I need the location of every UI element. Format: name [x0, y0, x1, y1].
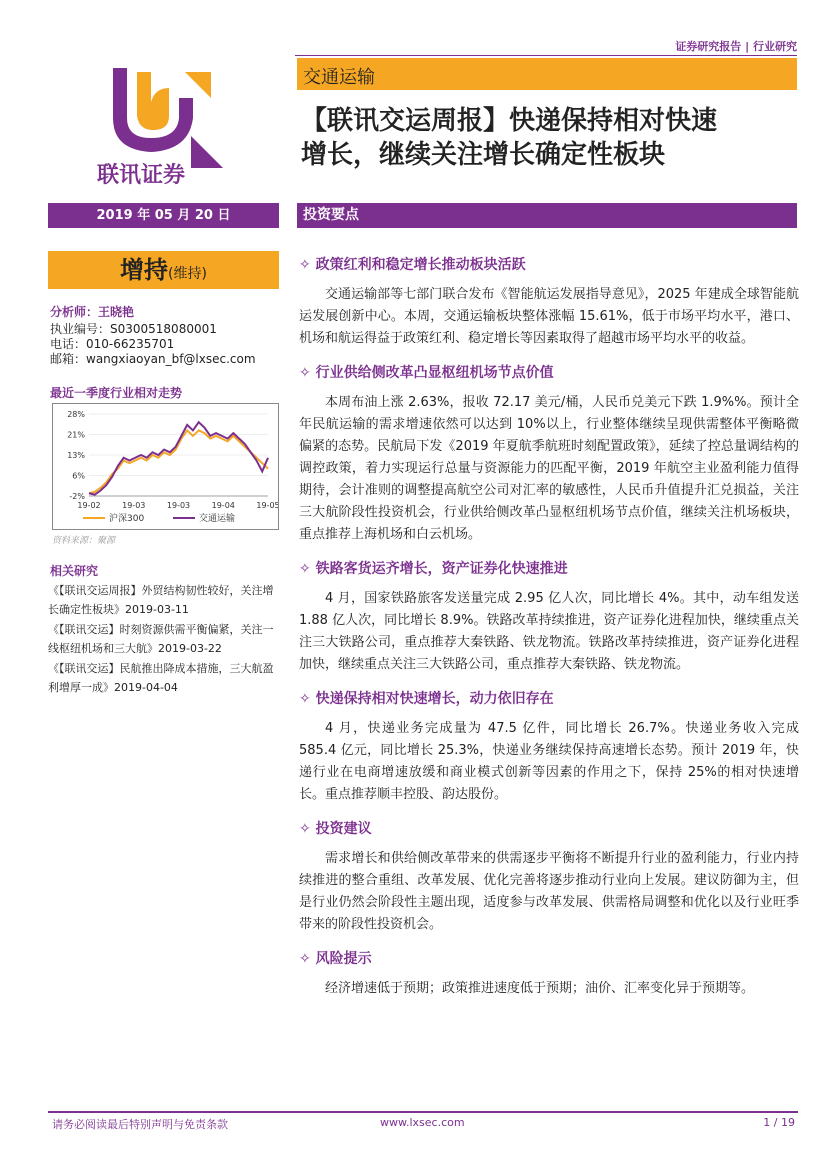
section-text: 经济增速低于预期；政策推进速度低于预期；油价、汇率变化异于预期等。 — [325, 981, 755, 996]
logo-mark-icon — [93, 58, 229, 188]
section-risk — [299, 948, 799, 1000]
y-tick-label: 21% — [67, 430, 85, 440]
section-heading-text: 风险提示 — [315, 951, 372, 967]
section-heading-text: 行业供给侧改革凸显枢纽机场节点价值 — [315, 365, 554, 381]
y-tick-label: 6% — [72, 471, 85, 481]
sector-bar — [297, 58, 797, 90]
company-logo — [93, 58, 229, 188]
analyst-email: 邮箱：wangxiaoyan_bf@lxsec.com — [50, 352, 256, 366]
analyst-info — [50, 305, 256, 367]
section-text: 需求增长和供给侧改革带来的供需逐步平衡将不断提升行业的盈利能力，行业内持续推进的整合重组、改革发展、优化完善将逐步推动行业向上发展。建议防御为主，但是行业仍然会阶段性主题出现，适度参与改革发展、供需格局调整和优化以及行业旺季带来的阶段性投资机会。 — [299, 851, 799, 932]
section-heading-text: 铁路客货运齐增长，资产证券化快速推进 — [315, 561, 568, 577]
analyst-phone: 电话：010-66235701 — [50, 337, 175, 351]
diamond-icon: ✧ — [299, 365, 316, 381]
section-heading-text: 快递保持相对快速增长，动力依旧存在 — [315, 691, 554, 707]
section-advice — [299, 818, 799, 936]
page-title — [301, 104, 801, 172]
section-heading — [299, 558, 799, 578]
sector-label: 交通运输 — [303, 67, 375, 88]
invest-header-label: 投资要点 — [303, 207, 359, 223]
related-item[interactable]: 《【联讯交运】民航推出降成本措施，三大航盈利增厚一成》2019-04-04 — [48, 662, 274, 694]
series-line-1 — [89, 422, 268, 494]
related-title: 相关研究 — [50, 564, 99, 578]
relative-trend-chart — [52, 403, 279, 530]
section-policy — [299, 254, 799, 350]
x-tick-label: 19-02 — [77, 501, 101, 510]
x-tick-label: 19-04 — [211, 501, 235, 510]
invest-highlights-header — [297, 203, 797, 228]
diamond-icon: ✧ — [299, 561, 316, 577]
diamond-icon: ✧ — [299, 951, 316, 967]
y-tick-label: -2% — [69, 492, 85, 501]
rating-badge — [48, 251, 279, 289]
diamond-icon: ✧ — [299, 257, 316, 273]
x-tick-label: 19-03 — [122, 501, 146, 510]
section-text: 交通运输部等七部门联合发布《智能航运发展指导意见》，2025 年建成全球智能航运发展创新中心。本周，交通运输板块整体涨幅 15.61%，低于市场平均水平，港口、机场和航运得益于政策红利、稳定增长等因素取得了超越市场平均水平的收益。 — [299, 287, 799, 346]
title-line-1: 【联讯交运周报】快递保持相对快速 — [301, 106, 718, 136]
logo-text: 联讯证券 — [97, 163, 186, 188]
diamond-icon: ✧ — [299, 691, 316, 707]
section-heading-text: 政策红利和稳定增长推动板块活跃 — [315, 257, 526, 273]
footer-divider — [48, 1111, 798, 1113]
page-number: 1 / 19 — [763, 1116, 795, 1129]
section-heading — [299, 362, 799, 382]
x-tick-label: 19-05 — [256, 501, 278, 510]
section-heading — [299, 948, 799, 968]
chart-svg — [53, 404, 278, 529]
section-text: 本周布油上涨 2.63%，报收 72.17 美元/桶，人民币兑美元下跌 1.9%%。预计全年民航运输的需求增速依然可以达到 10%以上，行业整体继续呈现供需整体平衡略微偏紧的态势。民航局下发《2019 年夏航季航班时刻配置政策》，延续了控总量调结构的调控政策，着力实现运行总量与资源能力的匹配平衡，2019 年航空主业盈利能力值得期待，会计准则的调整提高航空公司对汇率的敏感性，人民币升值提升汇兑损益，关注三大航阶段性投资机会，行业供给侧改革凸显枢纽机场节点价值，继续关注机场板块，重点推荐上海机场和白云机场。 — [299, 395, 799, 542]
chart-source: 资料来源：聚源 — [52, 536, 116, 546]
section-heading — [299, 254, 799, 274]
x-tick-label: 19-03 — [166, 501, 191, 510]
y-tick-label: 13% — [67, 451, 85, 460]
footer-disclaimer[interactable]: 请务必阅读最后特别声明与免责条款 — [52, 1118, 228, 1131]
y-tick-label: 28% — [67, 410, 85, 419]
footer-url[interactable]: www.lxsec.com — [380, 1116, 465, 1129]
section-express — [299, 688, 799, 806]
related-item[interactable]: 《【联讯交运】时刻资源供需平衡偏紧，关注一线枢纽机场和三大航》2019-03-22 — [48, 623, 274, 655]
related-list — [48, 581, 280, 698]
related-item[interactable]: 《【联讯交运周报】外贸结构韧性较好，关注增长确定性板块》2019-03-11 — [48, 584, 274, 616]
title-line-2: 增长，继续关注增长确定性板块 — [301, 140, 666, 170]
chart-section-title: 最近一季度行业相对走势 — [50, 386, 183, 400]
header-divider — [295, 55, 797, 56]
section-heading — [299, 688, 799, 708]
section-railway — [299, 558, 799, 676]
report-date: 2019 年 05 月 20 日 — [48, 203, 279, 228]
section-heading — [299, 818, 799, 838]
main-content — [299, 254, 799, 1000]
legend-label: 沪深300 — [109, 514, 145, 524]
rating-main: 增持 — [120, 256, 169, 284]
report-type-label: 证券研究报告 | 行业研究 — [675, 40, 797, 53]
section-text: 4 月，快递业务完成量为 47.5 亿件，同比增长 26.7%。快递业务收入完成 585.4 亿元，同比增长 25.3%，快递业务继续保持高速增长态势。预计 2019 年，快递行业在电商增速放缓和商业模式创新等因素的作用之下，保持 25%的相对快速增长。重点推荐顺丰控股、韵达股份。 — [299, 721, 799, 802]
section-airport — [299, 362, 799, 546]
rating-sub: (维持) — [168, 266, 207, 282]
section-text: 4 月，国家铁路旅客发送量完成 2.95 亿人次，同比增长 4%。其中，动车组发送 1.88 亿人次，同比增长 8.9%。铁路改革持续推进，资产证券化进程加快，继续重点关注三大铁路公司，重点推荐大秦铁路、铁龙物流。铁路改革持续推进，资产证券化进程加快，继续重点关注三大铁路公司，重点推荐大秦铁路、铁龙物流。 — [299, 591, 799, 672]
analyst-license: 执业编号：S0300518080001 — [50, 322, 217, 336]
analyst-name: 分析师：王晓艳 — [50, 305, 135, 319]
legend-label: 交通运输 — [199, 514, 236, 524]
section-heading-text: 投资建议 — [315, 821, 372, 837]
diamond-icon: ✧ — [299, 821, 316, 837]
